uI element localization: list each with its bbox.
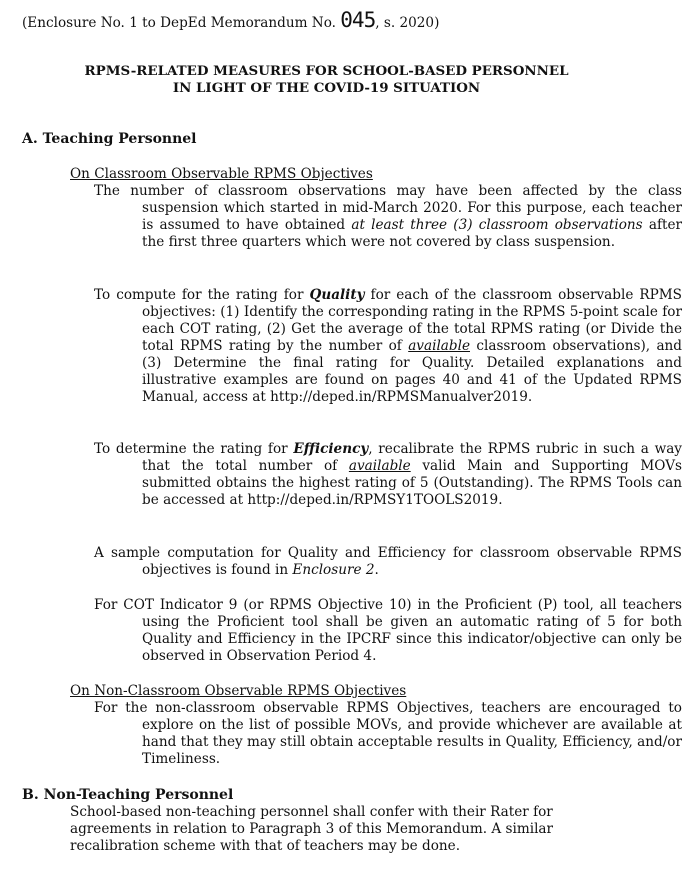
- p2-text-2: for each of the classroom observable RPMS objectives: (1) Identify the corresponding rating in the RPMS 5-point scale for each COT rating, (2) Get the average of the total RPMS rating (or Divide the total RPMS rating by the number of: [142, 287, 682, 354]
- p2-text-3: classroom observations), and (3) Determine the final rating for Quality. Detailed explanations and illustrative examples are found on pages 40 and 41 of the Updated RPMS Manual, access at http://deped.in/RPMSManualver2019.: [142, 338, 682, 405]
- header-suffix: , s. 2020): [375, 15, 440, 31]
- p4-text-1: A sample computation for Quality and Efficiency for classroom observable RPMS objectives is found in: [94, 545, 682, 578]
- paragraph-efficiency: [94, 441, 682, 509]
- p1-text-1: The number of classroom observations may have been affected by the class suspension which started in mid-March 2020. For this purpose, each teacher is assumed to have obtained: [94, 183, 682, 233]
- memo-number: 045: [340, 8, 376, 32]
- section-a-heading: A. Teaching Personnel: [22, 131, 197, 147]
- enclosure-header: [22, 8, 439, 32]
- sub-heading-non-classroom-observable: On Non-Classroom Observable RPMS Objectives: [70, 683, 407, 699]
- section-b-heading: B. Non-Teaching Personnel: [22, 787, 234, 803]
- paragraph-cot-indicator-9: For COT Indicator 9 (or RPMS Objective 10) in the Proficient (P) tool, all teachers using the Proficient tool shall be given an automatic rating of 5 for both Quality and Efficiency in the IPCRF since this indicator/objective can only be observed in Observation Period 4.: [94, 597, 682, 664]
- p3-available-term: available: [348, 458, 411, 474]
- p2-quality-term: Quality: [309, 287, 365, 303]
- document-title-line-2: IN LIGHT OF THE COVID-19 SITUATION: [172, 80, 481, 96]
- paragraph-non-classroom: For the non-classroom observable RPMS Objectives, teachers are encouraged to explore on the list of possible MOVs, and provide whichever are available at hand that they may still obtain acceptable results in Quality, Efficiency, and/or Timeliness.: [94, 700, 682, 767]
- p3-text-1: To determine the rating for: [94, 441, 294, 457]
- p3-efficiency-term: Efficiency: [293, 441, 369, 457]
- paragraph-quality: [94, 287, 682, 406]
- p4-enclosure-ref: Enclosure 2: [292, 562, 375, 578]
- p2-available-term: available: [408, 338, 470, 354]
- paragraph-non-teaching: School-based non-teaching personnel shall confer with their Rater for agreements in relation to Paragraph 3 of this Memorandum. A similar recalibration scheme with that of teachers may be done.: [70, 804, 554, 854]
- paragraph-observations: [94, 183, 682, 251]
- p3-text-3: valid Main and Supporting MOVs submitted obtains the highest rating of 5 (Outstanding). The RPMS Tools can be accessed at http://deped.in/RPMSY1TOOLS2019.: [142, 458, 682, 508]
- p3-text-2: , recalibrate the RPMS rubric in such a way that the total number of: [142, 441, 682, 474]
- paragraph-sample-computation: [94, 545, 682, 579]
- document-title-line-1: RPMS-RELATED MEASURES FOR SCHOOL-BASED PERSONNEL: [84, 63, 569, 79]
- header-prefix: (Enclosure No. 1 to DepEd Memorandum No.: [22, 15, 341, 31]
- p4-text-2: .: [374, 562, 379, 578]
- p2-text-1: To compute for the rating for: [94, 287, 310, 303]
- p1-emphasis: at least three (3) classroom observations: [351, 217, 643, 233]
- sub-heading-classroom-observable: On Classroom Observable RPMS Objectives: [70, 166, 373, 182]
- p1-text-2: after the first three quarters which were not covered by class suspension.: [142, 217, 682, 250]
